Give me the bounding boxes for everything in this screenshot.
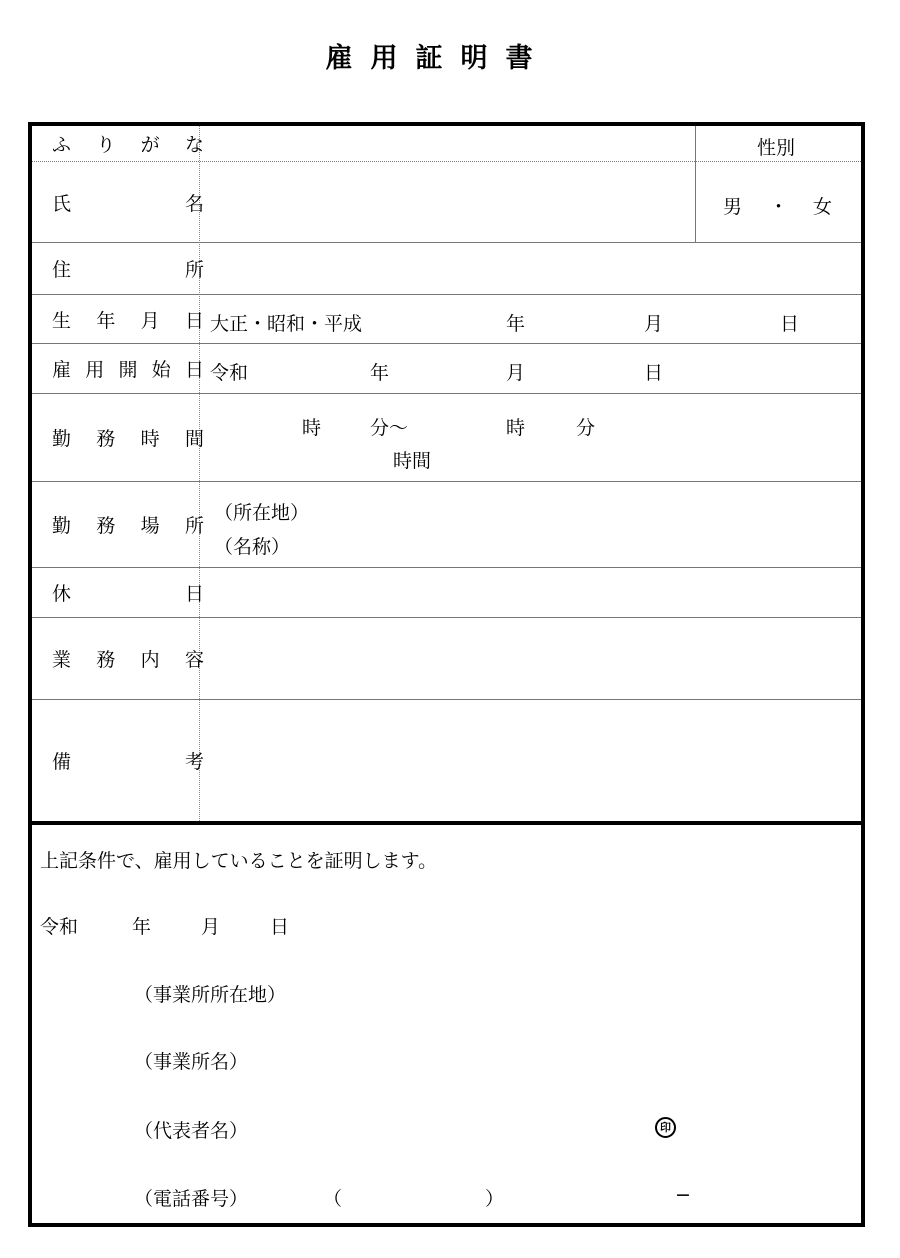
label-address: 住 所	[52, 259, 204, 281]
section-divider	[32, 821, 861, 825]
start-date-era: 令和	[210, 362, 249, 384]
phone-area-close-paren: ）	[485, 1188, 505, 1210]
gender-male-option[interactable]: 男	[723, 196, 743, 218]
label-birthdate: 生 年 月 日	[52, 309, 204, 332]
document-title: 雇用証明書	[325, 43, 551, 74]
gender-header: 性別	[757, 137, 796, 159]
start-date-month-unit: 月	[506, 362, 526, 384]
cert-date-month-unit: 月	[201, 916, 221, 938]
start-date-day-unit: 日	[644, 362, 664, 384]
label-duties: 業 務 内 容	[52, 649, 204, 671]
birthdate-day-unit: 日	[780, 313, 800, 335]
label-work-hours: 勤 務 時 間	[52, 428, 204, 450]
workplace-location-label: （所在地）	[214, 502, 310, 524]
work-start-hour-unit: 時	[302, 417, 322, 439]
label-holidays: 休 日	[52, 583, 204, 605]
office-address-label: （事業所所在地）	[134, 984, 287, 1006]
phone-area-open-paren: （	[323, 1188, 343, 1210]
birthdate-year-unit: 年	[506, 313, 526, 335]
gender-column-divider	[695, 126, 696, 242]
label-start-date: 雇 用 開 始 日	[52, 359, 204, 381]
office-name-label: （事業所名）	[134, 1051, 249, 1073]
work-total-hours-unit: 時間	[393, 450, 432, 472]
work-start-minute-unit: 分〜	[370, 417, 409, 439]
birthdate-era-options[interactable]: 大正・昭和・平成	[210, 313, 363, 335]
label-furigana: ふ り が な	[52, 134, 204, 156]
certification-statement: 上記条件で、雇用していることを証明します。	[40, 850, 438, 872]
start-date-year-unit: 年	[370, 362, 390, 384]
label-workplace: 勤 務 場 所	[52, 515, 204, 537]
cert-date-year-unit: 年	[132, 916, 152, 938]
gender-separator: ・	[769, 196, 789, 218]
cert-date-era: 令和	[40, 916, 79, 938]
work-end-hour-unit: 時	[506, 417, 526, 439]
gender-female-option[interactable]: 女	[813, 196, 833, 218]
work-end-minute-unit: 分	[576, 417, 596, 439]
representative-name-label: （代表者名）	[134, 1120, 249, 1142]
workplace-name-label: （名称）	[214, 536, 291, 558]
birthdate-month-unit: 月	[644, 313, 664, 335]
employment-certificate-form	[28, 122, 865, 1227]
seal-mark-icon: 印	[655, 1117, 676, 1138]
label-name: 氏 名	[52, 192, 204, 215]
phone-number-label: （電話番号）	[134, 1188, 249, 1210]
label-remarks: 備 考	[52, 751, 204, 773]
phone-dash: −	[675, 1184, 691, 1206]
cert-date-day-unit: 日	[270, 916, 290, 938]
